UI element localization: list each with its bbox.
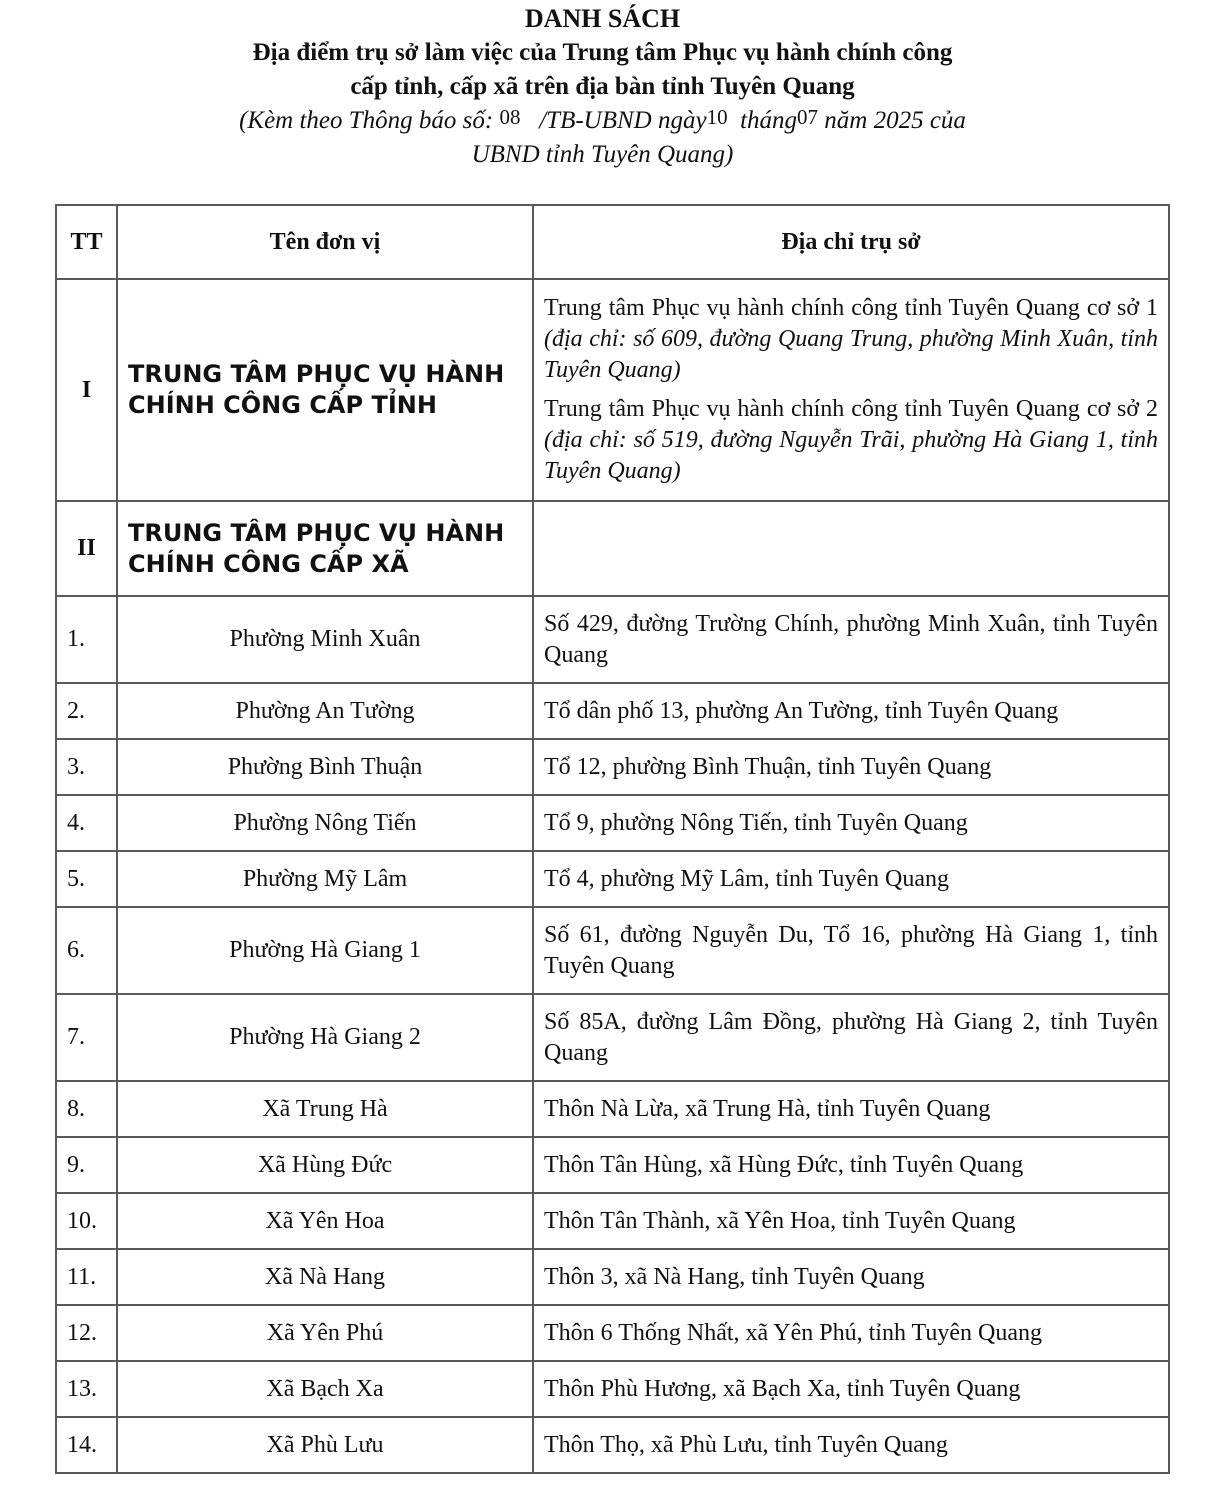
unit-address: Thôn 3, xã Nà Hang, tỉnh Tuyên Quang [533, 1249, 1169, 1305]
row-number: 6. [56, 907, 117, 994]
unit-address: Thôn Nà Lừa, xã Trung Hà, tỉnh Tuyên Quang [533, 1081, 1169, 1137]
section-number: I [56, 279, 117, 501]
document-subtitle-line1: Địa điểm trụ sở làm việc của Trung tâm Phục vụ hành chính công [252, 39, 953, 66]
table-row [56, 1249, 1169, 1305]
address-block-1 [544, 293, 1158, 386]
table-header-row [56, 205, 1169, 279]
unit-name: Xã Nà Hang [117, 1249, 533, 1305]
row-number: 2. [56, 683, 117, 739]
table-row [56, 1193, 1169, 1249]
row-number: 9. [56, 1137, 117, 1193]
row-number: 5. [56, 851, 117, 907]
section-address-empty [533, 501, 1169, 596]
office-list-table [55, 204, 1170, 1474]
section-number: II [56, 501, 117, 596]
ref-month: 07 [797, 105, 819, 129]
unit-address: Tổ 4, phường Mỹ Lâm, tỉnh Tuyên Quang [533, 851, 1169, 907]
unit-address: Thôn Tân Thành, xã Yên Hoa, tỉnh Tuyên Quang [533, 1193, 1169, 1249]
section-addresses [533, 279, 1169, 501]
section-row-commune [56, 501, 1169, 596]
table-row [56, 1081, 1169, 1137]
table-row [56, 907, 1169, 994]
table-row [56, 851, 1169, 907]
unit-name: Xã Yên Hoa [117, 1193, 533, 1249]
column-header-tt: TT [56, 205, 117, 279]
unit-address: Tổ 12, phường Bình Thuận, tỉnh Tuyên Quang [533, 739, 1169, 795]
unit-address: Số 61, đường Nguyễn Du, Tổ 16, phường Hà Giang 1, tỉnh Tuyên Quang [533, 907, 1169, 994]
address-detail: (địa chỉ: số 519, đường Nguyễn Trãi, phường Hà Giang 1, tỉnh Tuyên Quang) [544, 427, 1158, 484]
unit-name: Phường Hà Giang 2 [117, 994, 533, 1081]
document-reference [0, 104, 1205, 138]
unit-name: Xã Trung Hà [117, 1081, 533, 1137]
document-header [0, 0, 1205, 172]
row-number: 1. [56, 596, 117, 683]
row-number: 13. [56, 1361, 117, 1417]
unit-address: Số 85A, đường Lâm Đồng, phường Hà Giang 2, tỉnh Tuyên Quang [533, 994, 1169, 1081]
row-number: 3. [56, 739, 117, 795]
address-detail: (địa chỉ: số 609, đường Quang Trung, phường Minh Xuân, tỉnh Tuyên Quang) [544, 326, 1158, 383]
row-number: 12. [56, 1305, 117, 1361]
section-name: TRUNG TÂM PHỤC VỤ HÀNH CHÍNH CÔNG CẤP XÃ [117, 501, 533, 596]
ref-number: 08 [499, 105, 521, 129]
table-row [56, 683, 1169, 739]
unit-name: Xã Hùng Đức [117, 1137, 533, 1193]
table-row [56, 1305, 1169, 1361]
ref-mid: /TB-UBND ngày [539, 107, 707, 134]
row-number: 10. [56, 1193, 117, 1249]
unit-address: Thôn Phù Hương, xã Bạch Xa, tỉnh Tuyên Quang [533, 1361, 1169, 1417]
document-subtitle-line2: cấp tỉnh, cấp xã trên địa bàn tỉnh Tuyên Quang [350, 73, 855, 100]
unit-name: Phường Mỹ Lâm [117, 851, 533, 907]
table-row [56, 596, 1169, 683]
unit-address: Thôn 6 Thống Nhất, xã Yên Phú, tỉnh Tuyên Quang [533, 1305, 1169, 1361]
column-header-unit-name: Tên đơn vị [117, 205, 533, 279]
row-number: 8. [56, 1081, 117, 1137]
section-name: TRUNG TÂM PHỤC VỤ HÀNH CHÍNH CÔNG CẤP TỈNH [117, 279, 533, 501]
table-row [56, 1361, 1169, 1417]
unit-name: Xã Phù Lưu [117, 1417, 533, 1473]
unit-address: Tổ 9, phường Nông Tiến, tỉnh Tuyên Quang [533, 795, 1169, 851]
unit-name: Phường Bình Thuận [117, 739, 533, 795]
table-row [56, 795, 1169, 851]
unit-name: Xã Yên Phú [117, 1305, 533, 1361]
ref-prefix: (Kèm theo Thông báo số: [239, 107, 494, 134]
section-row-provincial [56, 279, 1169, 501]
unit-name: Phường Nông Tiến [117, 795, 533, 851]
table-body [56, 279, 1169, 1473]
document-reference-line2: UBND tỉnh Tuyên Quang) [471, 141, 734, 168]
address-main: Trung tâm Phục vụ hành chính công tỉnh Tuyên Quang cơ sở 2 [544, 396, 1158, 422]
unit-address: Tổ dân phố 13, phường An Tường, tỉnh Tuyên Quang [533, 683, 1169, 739]
unit-address: Số 429, đường Trường Chính, phường Minh Xuân, tỉnh Tuyên Quang [533, 596, 1169, 683]
unit-name: Xã Bạch Xa [117, 1361, 533, 1417]
ref-month-label: tháng [740, 107, 798, 134]
unit-name: Phường An Tường [117, 683, 533, 739]
table-row [56, 1137, 1169, 1193]
document-title: DANH SÁCH [524, 4, 681, 33]
ref-suffix: năm 2025 của [824, 107, 966, 134]
column-header-address: Địa chỉ trụ sở [533, 205, 1169, 279]
unit-name: Phường Hà Giang 1 [117, 907, 533, 994]
address-block-2 [544, 394, 1158, 487]
address-main: Trung tâm Phục vụ hành chính công tỉnh Tuyên Quang cơ sở 1 [544, 295, 1158, 321]
unit-address: Thôn Thọ, xã Phù Lưu, tỉnh Tuyên Quang [533, 1417, 1169, 1473]
table-row [56, 739, 1169, 795]
ref-day: 10 [706, 105, 728, 129]
row-number: 7. [56, 994, 117, 1081]
row-number: 4. [56, 795, 117, 851]
row-number: 11. [56, 1249, 117, 1305]
unit-name: Phường Minh Xuân [117, 596, 533, 683]
table-row [56, 1417, 1169, 1473]
unit-address: Thôn Tân Hùng, xã Hùng Đức, tỉnh Tuyên Quang [533, 1137, 1169, 1193]
row-number: 14. [56, 1417, 117, 1473]
table-row [56, 994, 1169, 1081]
